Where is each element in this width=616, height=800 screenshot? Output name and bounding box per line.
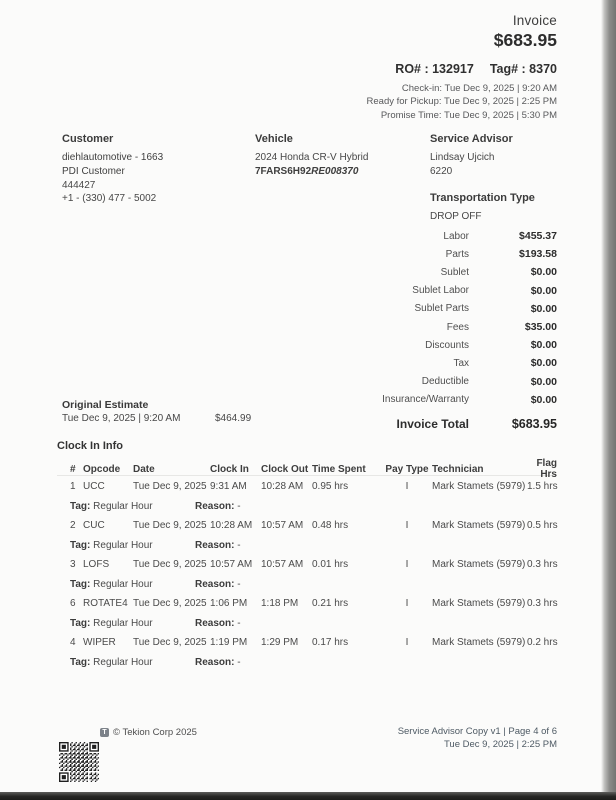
flag-hours: 1.5 hrs: [527, 481, 558, 492]
tag-number: Tag# : 8370: [489, 62, 557, 76]
charge-row: [300, 227, 557, 245]
col-pay-type: Pay Type: [385, 463, 429, 475]
reason-label: Reason:: [195, 539, 235, 551]
row-date: Tue Dec 9, 2025: [133, 520, 207, 531]
charge-row: [300, 373, 557, 391]
transportation-section: [430, 192, 580, 224]
charge-row: [300, 391, 557, 409]
qr-code: [59, 741, 99, 783]
tag-label: Tag:: [70, 500, 91, 512]
opcode: WIPER: [83, 637, 116, 648]
row-date: Tue Dec 9, 2025: [133, 598, 207, 609]
col-time-spent: Time Spent: [312, 463, 366, 475]
original-estimate-amount: $464.99: [215, 413, 252, 424]
time-spent: 0.48 hrs: [312, 520, 349, 531]
charge-label: Sublet Parts: [414, 303, 469, 315]
opcode: ROTATE4: [83, 598, 128, 609]
clock-in-row: [57, 593, 557, 632]
row-number: 1: [70, 481, 76, 492]
charge-amount: $0.00: [530, 266, 557, 279]
col-clock-in: Clock In: [210, 463, 249, 475]
original-estimate-heading: Original Estimate: [62, 399, 149, 411]
col-opcode: Opcode: [83, 463, 121, 475]
tag-cell: [70, 579, 195, 590]
opcode-row: [57, 632, 557, 653]
customer-heading: Customer: [62, 133, 114, 145]
reason-cell: [195, 618, 241, 629]
vehicle-model: 2024 Honda CR-V Hybrid: [255, 152, 369, 163]
charge-amount: $0.00: [530, 302, 557, 315]
charge-row: [300, 263, 557, 281]
charge-row: [300, 318, 557, 336]
invoice-amount: $683.95: [493, 30, 557, 50]
tag-value: Regular Hour: [93, 617, 153, 629]
charge-row: [300, 354, 557, 372]
charge-row: [300, 336, 557, 354]
invoice-total-value: $683.95: [511, 416, 557, 431]
clock-rows: [57, 476, 557, 671]
clock-in-time: 10:57 AM: [210, 559, 253, 570]
row-date: Tue Dec 9, 2025: [133, 481, 207, 492]
charge-label: Discounts: [425, 339, 469, 351]
clock-in-info-heading: Clock In Info: [57, 440, 123, 452]
col-clock-out: Clock Out: [261, 463, 309, 475]
customer-section: [62, 133, 247, 206]
customer-subtype: PDI Customer: [62, 165, 125, 177]
tag-value: Regular Hour: [93, 656, 153, 668]
reason-value: -: [237, 539, 241, 551]
original-estimate-date: Tue Dec 9, 2025 | 9:20 AM: [62, 413, 181, 424]
transportation-value: DROP OFF: [430, 210, 482, 222]
promise-time: Promise Time: Tue Dec 9, 2025 | 5:30 PM: [380, 109, 557, 121]
summary-rows: [300, 227, 557, 409]
col-technician: Technician: [432, 463, 484, 475]
col-flag-hrs: Flag Hrs: [536, 458, 557, 480]
reason-value: -: [237, 578, 241, 590]
clock-out-time: 10:28 AM: [261, 481, 304, 492]
copyright-text: © Tekion Corp 2025: [113, 727, 197, 738]
reason-value: -: [237, 617, 241, 629]
invoice-total-row: [300, 417, 557, 431]
charge-label: Tax: [453, 357, 469, 369]
charge-label: Sublet: [440, 266, 469, 278]
charge-amount: $0.00: [530, 393, 557, 406]
ready-for-pickup-time: Ready for Pickup: Tue Dec 9, 2025 | 2:25 PM: [366, 96, 557, 108]
charges-summary: [300, 227, 557, 431]
technician: Mark Stamets (5979): [432, 598, 526, 609]
copy-version-page: Service Advisor Copy v1 | Page 4 of 6: [397, 726, 557, 737]
pay-type: I: [405, 637, 409, 648]
flag-hours: 0.3 hrs: [527, 598, 558, 609]
flag-hours: 0.5 hrs: [527, 520, 558, 531]
charge-amount: $0.00: [530, 375, 557, 388]
tag-value: Regular Hour: [93, 539, 153, 551]
reason-cell: [195, 540, 241, 551]
charge-label: Parts: [445, 248, 469, 260]
technician: Mark Stamets (5979): [432, 559, 526, 570]
original-estimate-section: [62, 399, 251, 424]
charge-label: Deductible: [421, 376, 469, 388]
customer-account: 444427: [62, 179, 96, 191]
service-advisor-name: Lindsay Ujcich: [430, 152, 495, 163]
invoice-header: [367, 13, 557, 122]
service-advisor-section: [430, 133, 580, 223]
col-number: #: [70, 463, 76, 475]
time-spent: 0.01 hrs: [312, 559, 349, 570]
opcode-row: [57, 554, 557, 575]
reason-value: -: [237, 656, 241, 668]
opcode-row: [57, 515, 557, 536]
opcode-row: [57, 476, 557, 497]
flag-hours: 0.3 hrs: [527, 559, 558, 570]
ro-tag-line: [367, 62, 557, 76]
charge-row: [300, 245, 557, 263]
tag-reason-row: [57, 497, 557, 515]
pay-type: I: [405, 520, 409, 531]
time-spent: 0.21 hrs: [312, 598, 349, 609]
tag-label: Tag:: [70, 578, 91, 590]
tag-cell: [70, 501, 195, 512]
col-date: Date: [133, 463, 155, 475]
reason-label: Reason:: [195, 500, 235, 512]
clock-out-time: 1:29 PM: [261, 637, 299, 648]
clock-in-row: [57, 515, 557, 554]
clock-out-time: 1:18 PM: [261, 598, 299, 609]
invoice-title: Invoice: [512, 13, 557, 28]
pay-type: I: [405, 598, 409, 609]
invoice-total-label: Invoice Total: [396, 416, 469, 431]
opcode-row: [57, 593, 557, 614]
tag-value: Regular Hour: [93, 500, 153, 512]
charge-label: Fees: [446, 321, 469, 333]
charge-row: [300, 300, 557, 318]
charge-row: [300, 282, 557, 300]
tag-cell: [70, 657, 195, 668]
opcode: CUC: [83, 520, 105, 531]
charge-amount: $0.00: [530, 357, 557, 370]
copyright-line: [100, 727, 197, 738]
tag-reason-row: [57, 575, 557, 593]
clock-out-time: 10:57 AM: [261, 520, 304, 531]
service-advisor-heading: Service Advisor: [430, 133, 513, 145]
row-number: 2: [70, 520, 76, 531]
charge-label: Sublet Labor: [412, 285, 469, 297]
customer-name: diehlautomotive - 1663: [62, 152, 164, 163]
opcode: LOFS: [83, 559, 110, 570]
clock-in-time: 1:19 PM: [210, 637, 248, 648]
opcode: UCC: [83, 481, 105, 492]
time-spent: 0.95 hrs: [312, 481, 349, 492]
reason-cell: [195, 501, 241, 512]
tag-value: Regular Hour: [93, 578, 153, 590]
tag-reason-row: [57, 653, 557, 671]
clock-in-row: [57, 554, 557, 593]
vin-suffix: RE008370: [311, 165, 359, 177]
clock-in-table: [57, 458, 557, 671]
vehicle-heading: Vehicle: [255, 133, 293, 145]
tag-label: Tag:: [70, 656, 91, 668]
row-number: 4: [70, 637, 76, 648]
tag-label: Tag:: [70, 539, 91, 551]
footer-timestamp: Tue Dec 9, 2025 | 2:25 PM: [443, 739, 557, 751]
technician: Mark Stamets (5979): [432, 637, 526, 648]
reason-value: -: [237, 500, 241, 512]
transportation-heading: Transportation Type: [430, 191, 535, 204]
scan-edge-right: [601, 0, 616, 800]
clock-in-time: 10:28 AM: [210, 520, 253, 531]
tag-label: Tag:: [70, 617, 91, 629]
ro-number: RO# : 132917: [395, 62, 474, 76]
row-number: 6: [70, 598, 76, 609]
pay-type: I: [405, 559, 409, 570]
clock-in-row: [57, 632, 557, 671]
customer-phone: +1 - (330) 477 - 5002: [62, 193, 157, 205]
row-date: Tue Dec 9, 2025: [133, 559, 207, 570]
footer-page-info: [398, 725, 557, 752]
charge-label: Labor: [443, 230, 469, 242]
charge-amount: $0.00: [530, 339, 557, 352]
clock-in-table-header: [57, 458, 557, 480]
clock-out-time: 10:57 AM: [261, 559, 304, 570]
flag-hours: 0.2 hrs: [527, 637, 558, 648]
reason-label: Reason:: [195, 578, 235, 590]
pay-type: I: [405, 481, 409, 492]
charge-amount: $35.00: [524, 321, 557, 334]
checkin-time: Check-in: Tue Dec 9, 2025 | 9:20 AM: [401, 83, 557, 94]
charge-amount: $0.00: [530, 284, 557, 297]
tag-cell: [70, 618, 195, 629]
clock-in-row: [57, 476, 557, 515]
service-advisor-id: 6220: [430, 165, 453, 177]
technician: Mark Stamets (5979): [432, 481, 526, 492]
charge-label: Insurance/Warranty: [382, 394, 469, 406]
vehicle-section: [255, 133, 430, 179]
vin-prefix: 7FARS6H92: [255, 165, 312, 177]
scan-edge-bottom: [0, 792, 616, 800]
reason-label: Reason:: [195, 656, 235, 668]
tag-reason-row: [57, 536, 557, 554]
row-number: 3: [70, 559, 76, 570]
reason-cell: [195, 579, 241, 590]
charge-amount: $193.58: [519, 248, 557, 261]
original-estimate-line: [62, 413, 251, 424]
tag-reason-row: [57, 614, 557, 632]
charge-amount: $455.37: [519, 230, 557, 243]
timing-lines: [367, 82, 557, 122]
clock-in-time: 1:06 PM: [210, 598, 248, 609]
tag-cell: [70, 540, 195, 551]
clock-in-time: 9:31 AM: [210, 481, 247, 492]
reason-label: Reason:: [195, 617, 235, 629]
technician: Mark Stamets (5979): [432, 520, 526, 531]
row-date: Tue Dec 9, 2025: [133, 637, 207, 648]
reason-cell: [195, 657, 241, 668]
tekion-logo-icon: T: [100, 728, 109, 737]
time-spent: 0.17 hrs: [312, 637, 349, 648]
vehicle-vin: [255, 165, 430, 179]
